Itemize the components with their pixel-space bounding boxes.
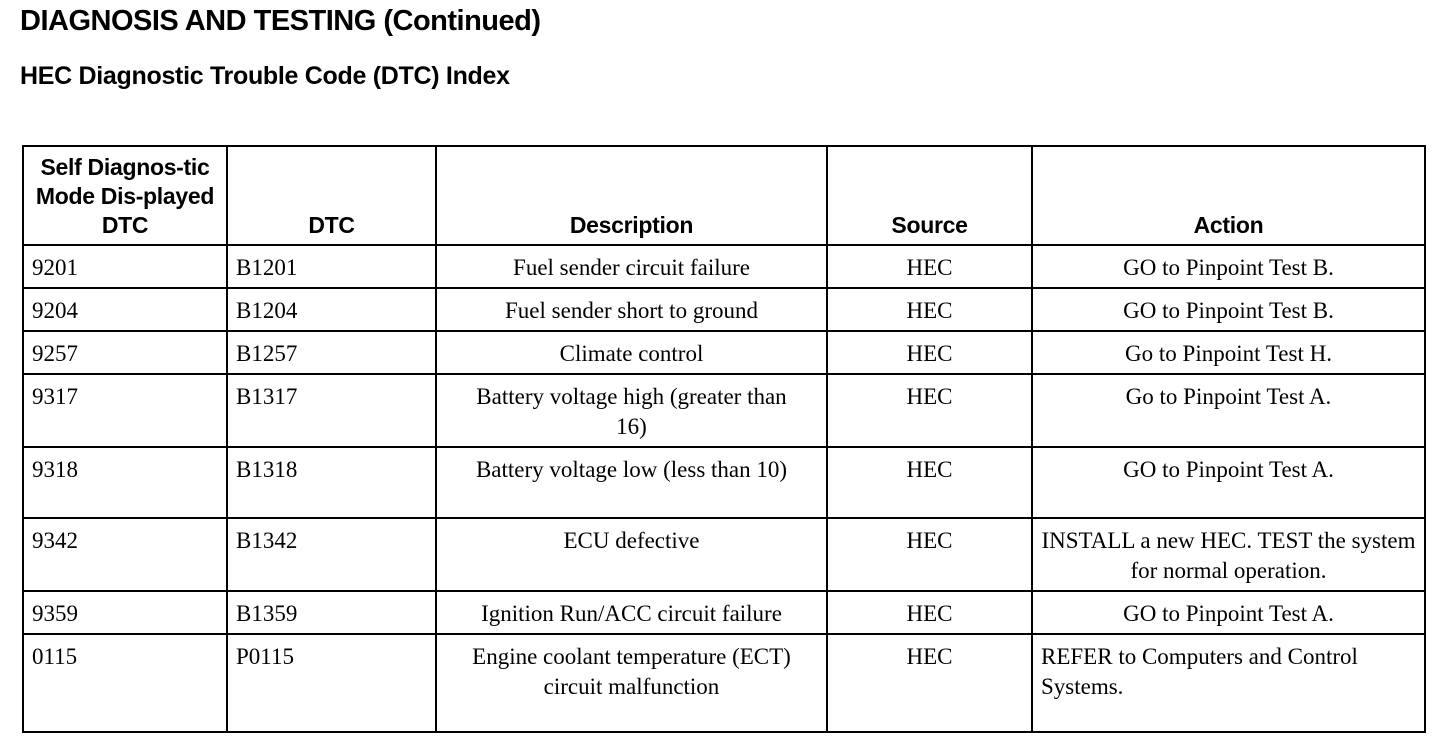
dtc-cell: B1342 [227,518,436,591]
description-cell: Climate control [436,331,827,374]
description-cell: Engine coolant temperature (ECT) circuit malfunction [436,634,827,732]
column-header-description: Description [436,146,827,245]
description-cell: Battery voltage high (greater than 16) [436,374,827,447]
column-header-action: Action [1032,146,1425,245]
action-cell: GO to Pinpoint Test A. [1032,591,1425,634]
table-row [23,374,1425,447]
action-cell: GO to Pinpoint Test A. [1032,447,1425,518]
dtc-cell: B1318 [227,447,436,518]
section-title: HEC Diagnostic Trouble Code (DTC) Index [20,62,510,90]
description-cell: Fuel sender short to ground [436,288,827,331]
mode-dtc-cell: 0115 [23,634,227,732]
source-cell: HEC [827,331,1032,374]
mode-dtc-cell: 9318 [23,447,227,518]
source-cell: HEC [827,245,1032,288]
source-cell: HEC [827,518,1032,591]
dtc-cell: B1317 [227,374,436,447]
mode-dtc-cell: 9317 [23,374,227,447]
column-header-source: Source [827,146,1032,245]
dtc-cell: B1257 [227,331,436,374]
table-row [23,634,1425,732]
table-row [23,245,1425,288]
source-cell: HEC [827,634,1032,732]
action-cell: REFER to Computers and Control Systems. [1032,634,1425,732]
source-cell: HEC [827,447,1032,518]
action-cell: Go to Pinpoint Test H. [1032,331,1425,374]
description-cell: Fuel sender circuit failure [436,245,827,288]
mode-dtc-cell: 9359 [23,591,227,634]
table-header-row [23,146,1425,245]
source-cell: HEC [827,288,1032,331]
table-row [23,331,1425,374]
page-title: DIAGNOSIS AND TESTING (Continued) [20,5,541,37]
action-cell: GO to Pinpoint Test B. [1032,288,1425,331]
column-header-dtc: DTC [227,146,436,245]
source-cell: HEC [827,591,1032,634]
table-row [23,288,1425,331]
source-cell: HEC [827,374,1032,447]
dtc-cell: P0115 [227,634,436,732]
table-row [23,591,1425,634]
action-cell: Go to Pinpoint Test A. [1032,374,1425,447]
table-row [23,518,1425,591]
description-cell: Battery voltage low (less than 10) [436,447,827,518]
table-row [23,447,1425,518]
column-header-self-diagnostic-mode: Self Diagnos-tic Mode Dis-played DTC [23,146,227,245]
action-cell: INSTALL a new HEC. TEST the system for normal operation. [1032,518,1425,591]
action-cell: GO to Pinpoint Test B. [1032,245,1425,288]
description-cell: Ignition Run/ACC circuit failure [436,591,827,634]
mode-dtc-cell: 9342 [23,518,227,591]
dtc-cell: B1204 [227,288,436,331]
dtc-index-table [22,145,1426,733]
dtc-cell: B1201 [227,245,436,288]
mode-dtc-cell: 9204 [23,288,227,331]
mode-dtc-cell: 9257 [23,331,227,374]
description-cell: ECU defective [436,518,827,591]
mode-dtc-cell: 9201 [23,245,227,288]
dtc-cell: B1359 [227,591,436,634]
